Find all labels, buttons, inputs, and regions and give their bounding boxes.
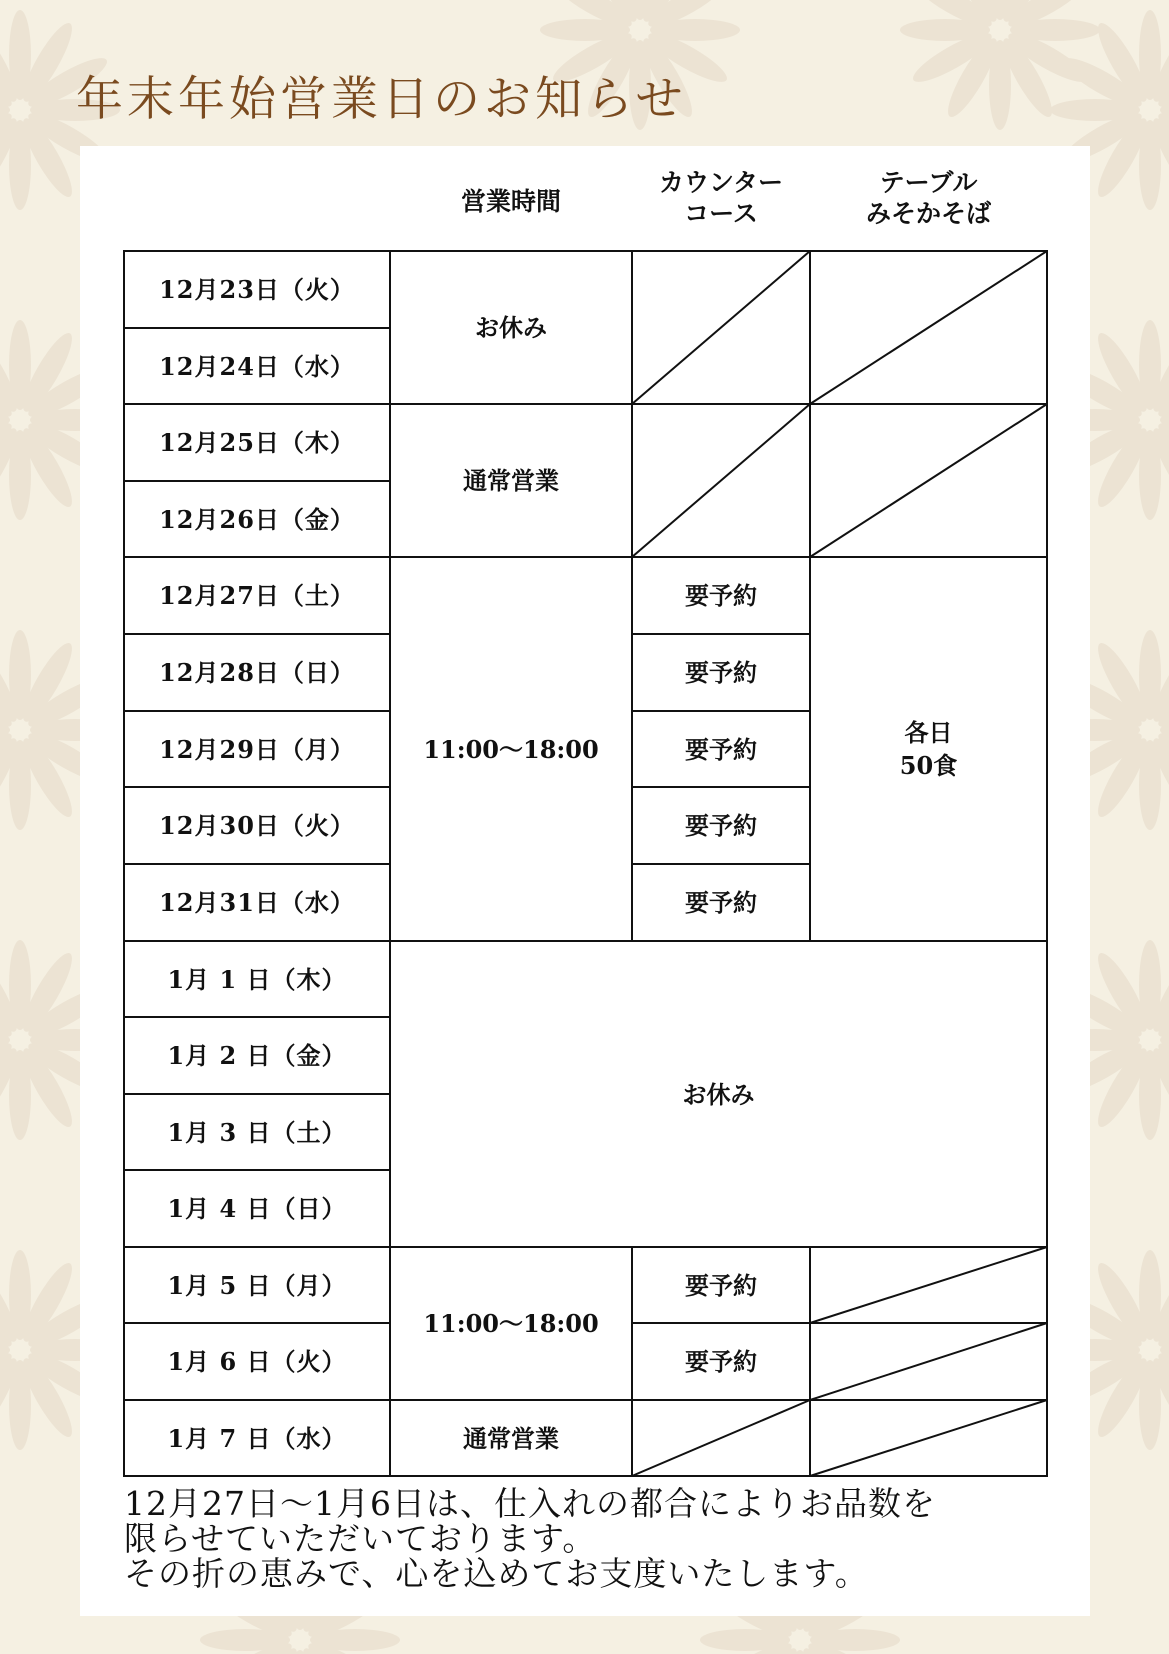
counter-reservation: 要予約 <box>685 581 757 610</box>
date-cell: 12月24日（水） <box>159 351 355 381</box>
page-title: 年末年始営業日のお知らせ <box>76 72 687 127</box>
na-slash <box>810 251 1047 404</box>
date-cell: 1月 2 日（金） <box>167 1041 347 1070</box>
date-cell: 1月 4 日（日） <box>167 1194 347 1223</box>
date-cell: 12月28日（日） <box>159 658 355 687</box>
date-cell: 1月 1 日（木） <box>167 964 347 994</box>
header-counter-line1: カウンター <box>658 168 783 197</box>
date-cell: 12月27日（土） <box>159 581 355 610</box>
counter-reservation: 要予約 <box>685 658 757 687</box>
na-slash <box>632 251 810 404</box>
date-cell: 12月26日（金） <box>159 504 355 534</box>
table-soba-line2: 50食 <box>899 751 958 780</box>
date-cell: 1月 6 日（火） <box>167 1347 347 1376</box>
header-hours-label: 営業時間 <box>460 187 561 216</box>
date-cell: 12月23日（火） <box>159 275 355 304</box>
closed-new-year: お休み <box>682 1079 755 1109</box>
header-table-line1: テーブル <box>879 168 978 197</box>
na-slash <box>810 1400 1047 1476</box>
counter-reservation: 要予約 <box>685 811 757 840</box>
note-line: その折の恵みで、心を込めてお支度いたします。 <box>124 1554 869 1593</box>
table-soba-line1: 各日 <box>904 718 953 747</box>
header-counter-line2: コース <box>684 199 758 228</box>
date-cell: 12月29日（月） <box>159 734 355 764</box>
hours-special-dec: 11:00～18:00 <box>423 734 599 764</box>
header-table-line2: みそかそば <box>865 199 991 228</box>
note-line: 12月27日～1月6日は、仕入れの都合によりお品数を <box>124 1484 936 1523</box>
na-slash <box>810 404 1047 557</box>
date-cell: 1月 5 日（月） <box>167 1270 347 1300</box>
date-cell: 12月25日（木） <box>159 428 355 457</box>
table-soba-quantity <box>810 557 1047 941</box>
counter-reservation: 要予約 <box>685 734 757 764</box>
na-slash <box>632 404 810 557</box>
hours-normal-jan: 通常営業 <box>463 1423 559 1453</box>
na-slash <box>810 1323 1047 1400</box>
na-slash <box>810 1247 1047 1323</box>
counter-reservation: 要予約 <box>685 1347 757 1376</box>
na-slash <box>632 1400 810 1476</box>
footer-note <box>124 1486 936 1591</box>
counter-reservation: 要予約 <box>685 888 757 917</box>
date-cell: 12月30日（火） <box>159 811 355 840</box>
hours-normal-dec: 通常営業 <box>463 466 559 495</box>
note-line: 限らせていただいております。 <box>124 1519 597 1558</box>
hours-closed-dec: お休み <box>475 313 547 342</box>
date-cell: 1月 3 日（土） <box>167 1117 347 1147</box>
date-cell: 1月 7 日（水） <box>167 1423 347 1453</box>
hours-special-jan: 11:00～18:00 <box>423 1309 599 1338</box>
counter-reservation: 要予約 <box>685 1270 757 1300</box>
date-cell: 12月31日（水） <box>159 888 355 917</box>
